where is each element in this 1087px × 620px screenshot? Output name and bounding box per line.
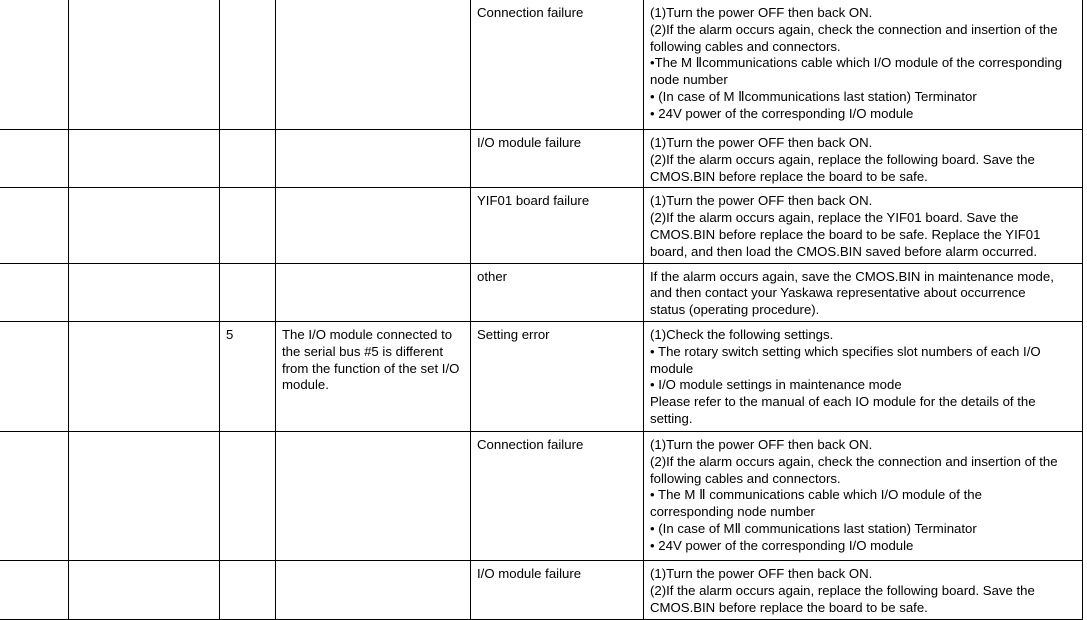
- table-row: [0, 263, 1083, 321]
- sub-code-cell: 5: [220, 321, 276, 431]
- sub-code-cell: [220, 560, 276, 619]
- remedy-line: (2)If the alarm occurs again, replace the following board. Save the: [650, 151, 1035, 167]
- cause-cell: YIF01 board failure: [471, 188, 644, 263]
- alarm-name-cell: [69, 263, 220, 321]
- remedy-line: following cables and connectors.: [650, 470, 841, 486]
- description-cell: [276, 321, 471, 431]
- remedy-line: • I/O module settings in maintenance mode: [650, 377, 902, 393]
- remedy-cell: [644, 263, 1083, 321]
- remedy-line: CMOS.BIN before replace the board to be safe.: [650, 599, 928, 615]
- remedy-line: (1)Turn the power OFF then back ON.: [650, 135, 873, 150]
- alarm-name-cell: [69, 0, 220, 130]
- remedy-line: (2)If the alarm occurs again, check the connection and insertion of the: [650, 453, 1058, 469]
- description-cell: [276, 431, 471, 560]
- sub-code-cell: [220, 130, 276, 188]
- remedy-line: • The M Ⅱ communications cable which I/O module of the: [650, 487, 982, 503]
- cause-cell: other: [471, 263, 644, 321]
- remedy-line: (1)Turn the power OFF then back ON.: [650, 193, 873, 209]
- sub-code-cell: [220, 0, 276, 130]
- cause-cell: Setting error: [471, 321, 644, 431]
- cause-cell: I/O module failure: [471, 560, 644, 619]
- alarm-code-cell: [0, 130, 69, 188]
- remedy-cell: [644, 188, 1083, 263]
- alarm-name-cell: [69, 130, 220, 188]
- description-line: from the function of the set I/O: [282, 360, 460, 376]
- description-line: the serial bus #5 is different: [282, 343, 444, 359]
- remedy-line: (2)If the alarm occurs again, replace the following board. Save the: [650, 582, 1035, 598]
- remedy-line: Please refer to the manual of each IO module for the details of the: [650, 394, 1036, 410]
- description-cell: [276, 188, 471, 263]
- alarm-code-cell: [0, 321, 69, 431]
- remedy-line: node number: [650, 72, 728, 88]
- remedy-line: board, and then load the CMOS.BIN saved before alarm occurred.: [650, 243, 1038, 259]
- remedy-line: • The rotary switch setting which specifies slot numbers of each I/O: [650, 343, 1041, 359]
- description-cell: [276, 263, 471, 321]
- remedy-line: and then contact your Yaskawa representative about occurrence: [650, 285, 1026, 301]
- cause-cell: Connection failure: [471, 431, 644, 560]
- remedy-line: status (operating procedure).: [650, 302, 820, 318]
- table-row: [0, 0, 1083, 130]
- sub-code-cell: [220, 263, 276, 321]
- alarm-name-cell: [69, 321, 220, 431]
- remedy-line: (1)Turn the power OFF then back ON.: [650, 5, 873, 20]
- sub-code-cell: [220, 431, 276, 560]
- remedy-line: CMOS.BIN before replace the board to be safe.: [650, 168, 928, 184]
- description-cell: [276, 0, 471, 130]
- remedy-line: (2)If the alarm occurs again, check the connection and insertion of the: [650, 21, 1058, 37]
- description-cell: [276, 560, 471, 619]
- remedy-line: setting.: [650, 410, 693, 426]
- remedy-cell: [644, 560, 1083, 619]
- cause-cell: Connection failure: [471, 0, 644, 130]
- remedy-line: (1)Turn the power OFF then back ON.: [650, 436, 873, 452]
- remedy-line: • (In case of M Ⅱcommunications last station) Terminator: [650, 88, 977, 104]
- description-line: module.: [282, 377, 329, 393]
- remedy-line: • 24V power of the corresponding I/O module: [650, 537, 914, 553]
- table-row: [0, 321, 1083, 431]
- remedy-line: following cables and connectors.: [650, 38, 841, 54]
- description-line: The I/O module connected to: [282, 326, 453, 342]
- table-row: [0, 188, 1083, 263]
- remedy-cell: [644, 321, 1083, 431]
- remedy-line: • (In case of MⅡ communications last station) Terminator: [650, 520, 977, 536]
- remedy-line: • 24V power of the corresponding I/O module: [650, 105, 914, 121]
- alarm-code-cell: [0, 263, 69, 321]
- alarm-code-cell: [0, 0, 69, 130]
- remedy-line: •The M Ⅱcommunications cable which I/O module of the corresponding: [650, 55, 1063, 71]
- remedy-line: (2)If the alarm occurs again, replace the YIF01 board. Save the: [650, 210, 1019, 226]
- remedy-line: (1)Turn the power OFF then back ON.: [650, 565, 873, 581]
- remedy-line: corresponding node number: [650, 504, 815, 520]
- remedy-cell: [644, 130, 1083, 188]
- table-row: [0, 431, 1083, 560]
- cause-cell: I/O module failure: [471, 130, 644, 188]
- remedy-line: (1)Check the following settings.: [650, 326, 834, 342]
- remedy-line: module: [650, 360, 694, 376]
- alarm-name-cell: [69, 560, 220, 619]
- alarm-name-cell: [69, 431, 220, 560]
- remedy-line: If the alarm occurs again, save the CMOS.BIN in maintenance mode,: [650, 268, 1054, 284]
- sub-code-cell: [220, 188, 276, 263]
- description-cell: [276, 130, 471, 188]
- remedy-line: CMOS.BIN before replace the board to be safe. Replace the YIF01: [650, 226, 1041, 242]
- alarm-code-cell: [0, 560, 69, 619]
- alarm-name-cell: [69, 188, 220, 263]
- alarm-code-cell: [0, 431, 69, 560]
- table-row: [0, 560, 1083, 619]
- remedy-cell: [644, 431, 1083, 560]
- table-row: [0, 130, 1083, 188]
- remedy-cell: [644, 0, 1083, 130]
- alarm-code-cell: [0, 188, 69, 263]
